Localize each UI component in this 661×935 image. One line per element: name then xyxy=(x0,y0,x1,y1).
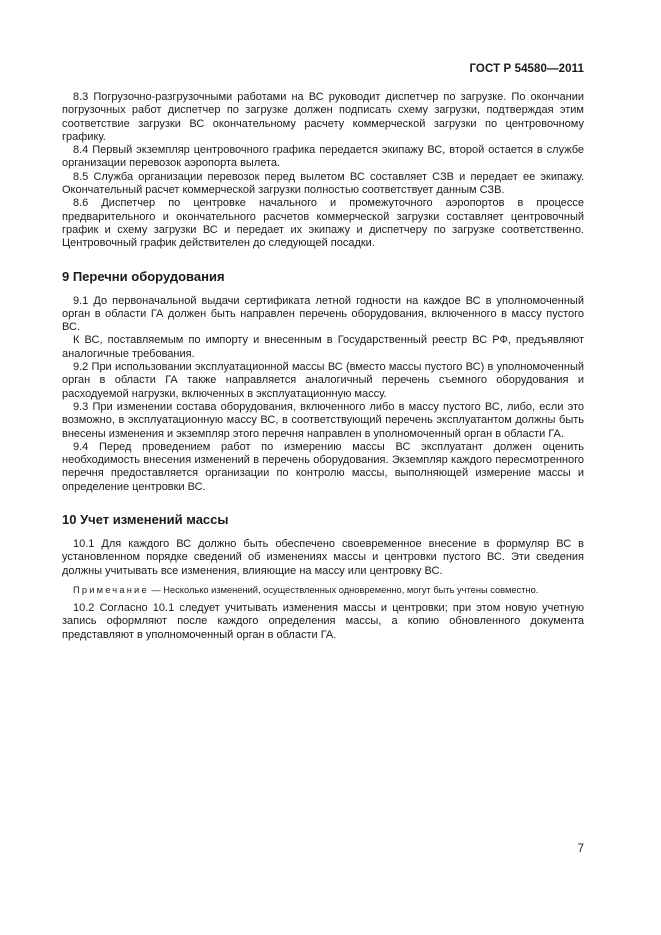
section-9 xyxy=(62,269,584,494)
document-page xyxy=(62,0,584,935)
paragraph-9-1-import: К ВС, поставляемым по импорту и внесенным в Государственный реестр ВС РФ, предъявляют аналогичные требования. xyxy=(62,334,584,360)
note xyxy=(62,584,584,596)
note-text: — Несколько изменений, осуществленных одновременно, могут быть учтены совместно. xyxy=(148,584,539,595)
paragraph-10-2: 10.2 Согласно 10.1 следует учитывать изменения массы и центровки; при этом новую учетную запись оформляют после каждого определения массы, а копию обновленного документа представляют в уполномоченный орган в области ГА. xyxy=(62,601,584,641)
section-9-heading: 9 Перечни оборудования xyxy=(62,268,225,284)
paragraph-9-3: 9.3 При изменении состава оборудования, включенного либо в массу пустого ВС, либо, если это возможно, в эксплуатационную массу ВС, в соответствующий перечень эксплуатантом должны быть внесены изменения и экземпляр этого перечня направлен в уполномоченный орган в области ГА. xyxy=(62,400,584,440)
paragraph-9-2: 9.2 При использовании эксплуатационной массы ВС (вместо массы пустого ВС) в уполномоченный орган в области ГА также направляется аналогичный перечень съемного оборудования и расходуемой нагрузки, включенных в эксплуатационную массу. xyxy=(62,361,584,400)
paragraph-10-1: 10.1 Для каждого ВС должно быть обеспечено своевременное внесение в формуляр ВС в установленном порядке сведений об изменениях массы и центровки пустого ВС. Эти сведения должны учитывать все изменения, влияющие на массу или центровку ВС. xyxy=(62,538,584,577)
paragraph-8-4: 8.4 Первый экземпляр центровочного графика передается экипажу ВС, второй остается в службе организации перевозок аэропорта вылета. xyxy=(62,144,584,170)
paragraph-8-3: 8.3 Погрузочно-разгрузочными работами на ВС руководит диспетчер по загрузке. По окончании погрузочных работ диспетчер по загрузке должен подписать схему загрузки, подтверждая этим соответствие загрузки ВС окончательному расчету коммерческой загрузки по центровочному графику. xyxy=(62,91,584,143)
section-10-heading: 10 Учет изменений массы xyxy=(62,512,229,528)
document-body xyxy=(62,91,584,642)
paragraph-8-5: 8.5 Служба организации перевозок перед вылетом ВС составляет СЗВ и передает ее экипажу. Окончательный расчет коммерческой загрузки полностью соответствует данным СЗВ. xyxy=(62,170,584,197)
section-10 xyxy=(62,512,584,642)
paragraph-8-6: 8.6 Диспетчер по центровке начального и промежуточного аэропортов в процессе предварительного и окончательного расчетов коммерческой загрузки составляет центровочный график и схему загрузки ВС и передает их экипажу и диспетчеру по загрузке соответственно. Центровочный график действителен до следующей посадки. xyxy=(62,197,584,250)
paragraph-9-4: 9.4 Перед проведением работ по измерению массы ВС эксплуатант должен оценить необходимость внесения изменений в перечень оборудования. Экземпляр каждого пересмотренного перечня предоставляется организации по контролю массы, выполняющей измерение массы и определение центровки ВС. xyxy=(62,440,584,493)
paragraph-9-1: 9.1 До первоначальной выдачи сертификата летной годности на каждое ВС в уполномоченный орган в области ГА должен быть направлен перечень оборудования, включенного в массу пустого ВС. xyxy=(62,294,584,334)
section-8 xyxy=(62,91,584,251)
note-label: Примечание xyxy=(73,584,149,595)
page-number: 7 xyxy=(577,843,584,855)
document-code: ГОСТ Р 54580—2011 xyxy=(469,63,584,75)
